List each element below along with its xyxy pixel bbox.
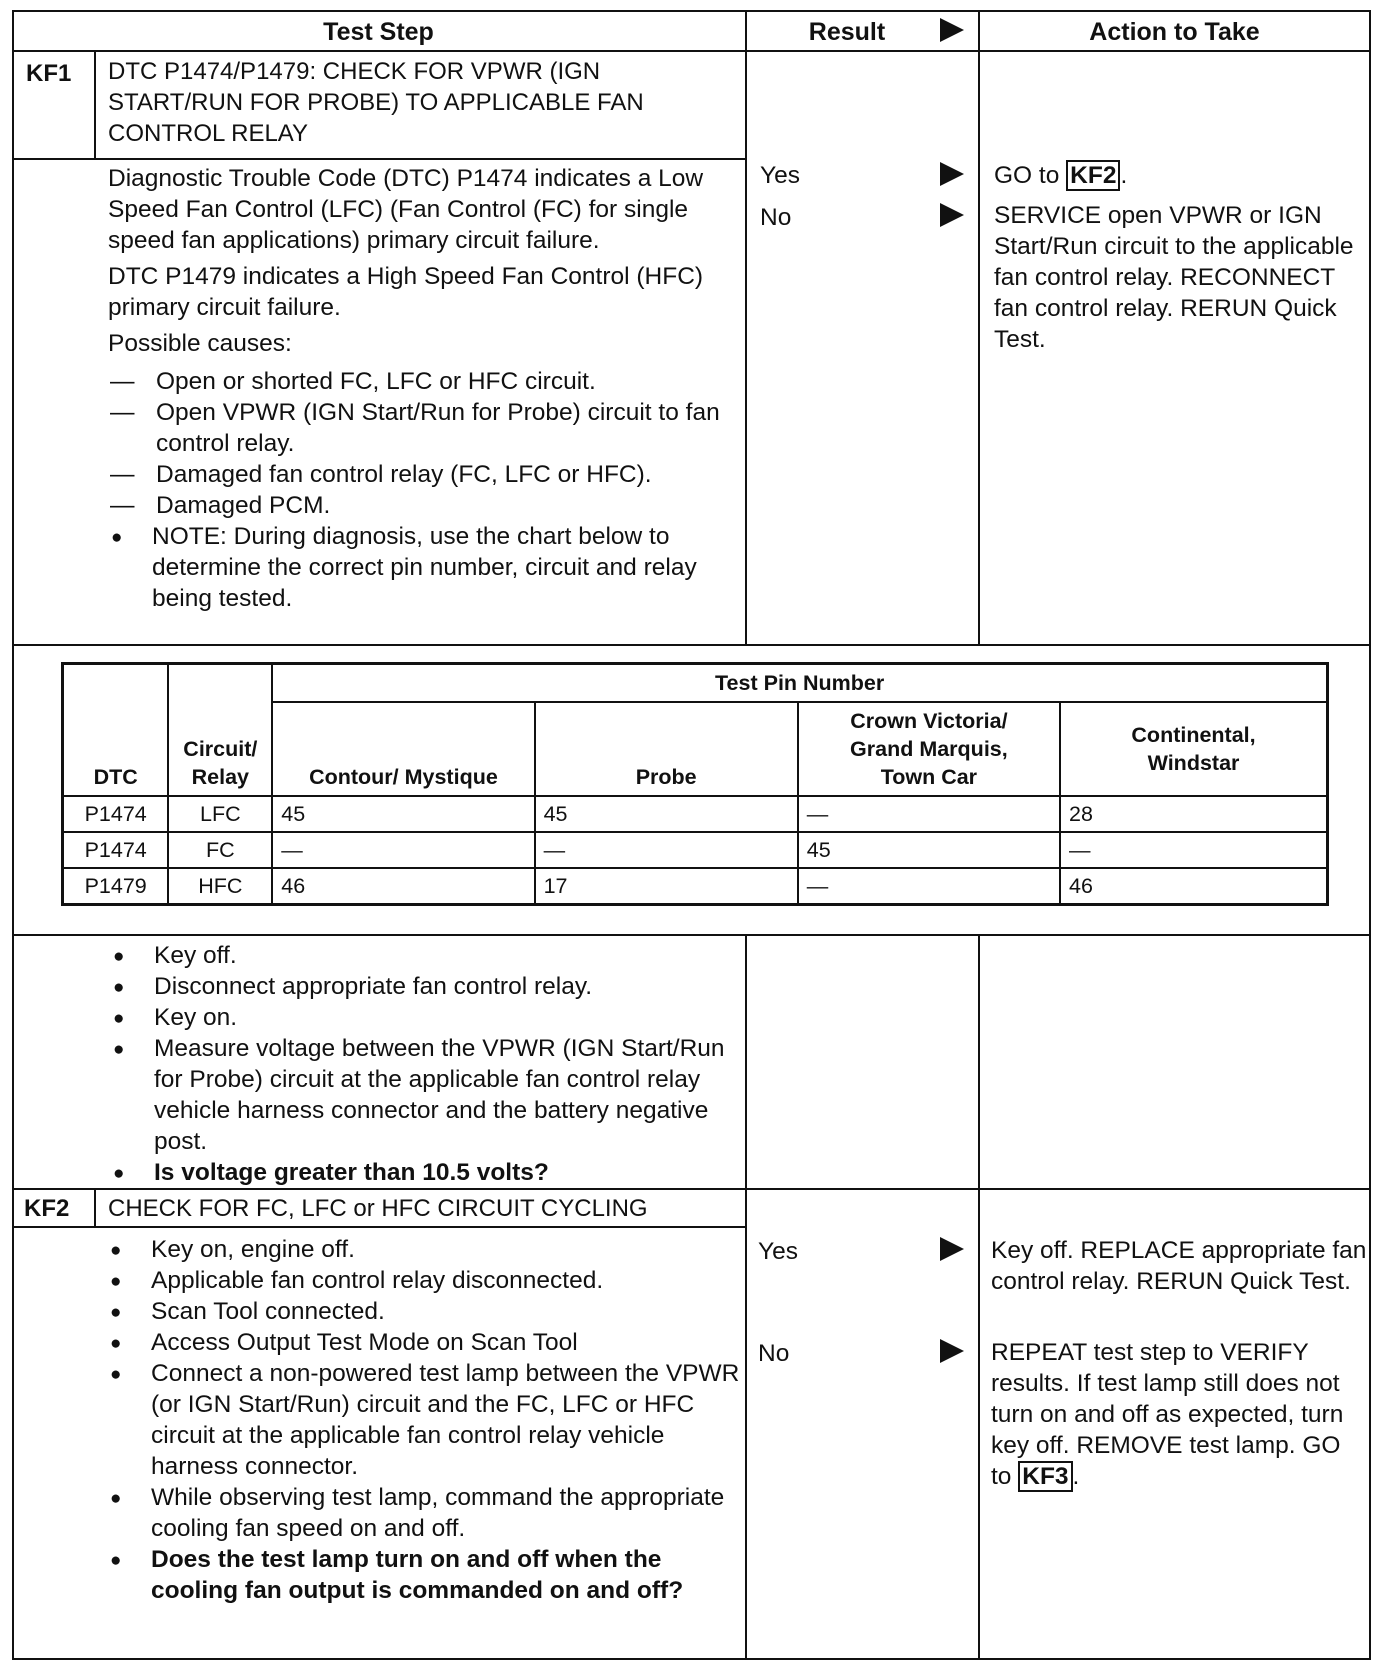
left-border bbox=[12, 10, 14, 1660]
kf2-title: CHECK FOR FC, LFC or HFC CIRCUIT CYCLING bbox=[108, 1195, 648, 1222]
kf2-yes: Yes bbox=[758, 1238, 798, 1265]
kf1-procedure bbox=[108, 940, 738, 1188]
kf2-no: No bbox=[758, 1340, 790, 1367]
group-header: Test Pin Number bbox=[272, 664, 1327, 703]
cell-circuit: FC bbox=[168, 832, 272, 868]
header-test-step: Test Step bbox=[323, 18, 434, 46]
col-circuit-l2: Relay bbox=[191, 765, 250, 789]
col-continental bbox=[1060, 702, 1327, 796]
kf1-body bbox=[108, 163, 738, 614]
kf2-title-divider bbox=[12, 1226, 746, 1228]
top-border bbox=[12, 10, 1371, 12]
col-crown-l1: Crown Victoria/ bbox=[850, 709, 1008, 733]
kf1-note-list bbox=[106, 521, 738, 614]
list-item: ● Applicable fan control relay disconnected. bbox=[105, 1265, 745, 1296]
col-cont-l1: Continental, bbox=[1131, 723, 1256, 747]
col-crown-l2: Grand Marquis, bbox=[850, 737, 1008, 761]
kf2-no-action bbox=[991, 1337, 1367, 1492]
list-item: ● Measure voltage between the VPWR (IGN Start/Run for Probe) circuit at the applicable fan control relay vehicle harness connector and the battery negative post. bbox=[108, 1033, 738, 1157]
kf1-yes-arrow-icon bbox=[940, 162, 964, 186]
result-col-line-2 bbox=[745, 934, 747, 1660]
kf2-no-action-suffix: . bbox=[1072, 1463, 1080, 1490]
list-item: ● Connect a non-powered test lamp between the VPWR (or IGN Start/Run) circuit and the FC, LFC or HFC circuit at the applicable fan control relay vehicle harness connector. bbox=[105, 1358, 745, 1482]
list-item: ● Access Output Test Mode on Scan Tool bbox=[105, 1327, 745, 1358]
kf1-step-id: KF1 bbox=[26, 60, 72, 87]
cell-dtc: P1474 bbox=[63, 832, 169, 868]
cell-probe: 17 bbox=[535, 868, 798, 905]
col-circuit-relay bbox=[168, 664, 272, 797]
list-item: ● Key on. bbox=[108, 1002, 738, 1033]
kf1-question: ● Is voltage greater than 10.5 volts? bbox=[108, 1157, 738, 1188]
list-item: ● Scan Tool connected. bbox=[105, 1296, 745, 1327]
kf2-yes-action: Key off. REPLACE appropriate fan control relay. RERUN Quick Test. bbox=[991, 1237, 1367, 1295]
kf1-yes: Yes bbox=[760, 162, 800, 189]
kf1-title-divider bbox=[12, 158, 746, 160]
right-border bbox=[1369, 10, 1371, 1660]
kf2-question: ● Does the test lamp turn on and off when the cooling fan output is commanded on and off? bbox=[105, 1544, 745, 1606]
kf1-chart-bottom bbox=[12, 934, 1371, 936]
action-col-line-2 bbox=[978, 934, 980, 1660]
cell-continental: 28 bbox=[1060, 796, 1327, 832]
diagnostic-page bbox=[12, 10, 1371, 1674]
col-contour: Contour/ Mystique bbox=[272, 702, 534, 796]
kf1-title: DTC P1474/P1479: CHECK FOR VPWR (IGN START/RUN FOR PROBE) TO APPLICABLE FAN CONTROL RELAY bbox=[108, 58, 644, 147]
list-item: ● Key on, engine off. bbox=[105, 1234, 745, 1265]
table-row bbox=[63, 796, 1328, 832]
kf2-no-action-text: REPEAT test step to VERIFY results. If test lamp still does not turn on and off as expected, turn key off. REMOVE test lamp. GO to bbox=[991, 1339, 1344, 1490]
action-col-line-1 bbox=[978, 10, 980, 646]
col-crown-l3: Town Car bbox=[880, 765, 978, 789]
kf1-chart-top bbox=[12, 644, 1371, 646]
cell-dtc: P1474 bbox=[63, 796, 169, 832]
list-item: ● Key off. bbox=[108, 940, 738, 971]
cell-probe: 45 bbox=[535, 796, 798, 832]
list-item: — Open or shorted FC, LFC or HFC circuit. bbox=[110, 366, 738, 397]
cell-continental: 46 bbox=[1060, 868, 1327, 905]
kf1-no-arrow-icon bbox=[940, 203, 964, 227]
kf2-top bbox=[12, 1188, 1371, 1190]
kf2-id-divider bbox=[94, 1188, 96, 1228]
table-row bbox=[63, 868, 1328, 905]
kf1-causes-heading: Possible causes: bbox=[108, 330, 292, 357]
kf1-para-p1479: DTC P1479 indicates a High Speed Fan Control (HFC) primary circuit failure. bbox=[108, 263, 704, 321]
list-item: — Damaged PCM. bbox=[110, 490, 738, 521]
table-row bbox=[63, 832, 1328, 868]
test-pin-table bbox=[61, 662, 1329, 906]
kf2-yes-arrow-icon bbox=[940, 1237, 964, 1261]
cell-circuit: LFC bbox=[168, 796, 272, 832]
cell-continental: — bbox=[1060, 832, 1327, 868]
cell-crown: — bbox=[798, 868, 1060, 905]
kf3-link[interactable]: KF3 bbox=[1018, 1461, 1072, 1492]
kf2-link[interactable]: KF2 bbox=[1066, 160, 1120, 191]
cell-contour: 46 bbox=[272, 868, 534, 905]
kf2-no-arrow-icon bbox=[940, 1339, 964, 1363]
cell-probe: — bbox=[535, 832, 798, 868]
list-item: — Open VPWR (IGN Start/Run for Probe) circuit to fan control relay. bbox=[110, 397, 738, 459]
cell-contour: 45 bbox=[272, 796, 534, 832]
header-arrow-icon bbox=[940, 18, 964, 42]
result-col-line-1 bbox=[745, 10, 747, 646]
kf1-id-divider bbox=[94, 50, 96, 160]
kf1-note: ● NOTE: During diagnosis, use the chart below to determine the correct pin number, circuit and relay being tested. bbox=[106, 521, 738, 614]
list-item: ● While observing test lamp, command the appropriate cooling fan speed on and off. bbox=[105, 1482, 745, 1544]
bottom-border bbox=[12, 1658, 1371, 1660]
cell-dtc: P1479 bbox=[63, 868, 169, 905]
cell-contour: — bbox=[272, 832, 534, 868]
col-circuit-l1: Circuit/ bbox=[183, 737, 258, 761]
header-divider bbox=[12, 50, 1371, 52]
cell-crown: 45 bbox=[798, 832, 1060, 868]
kf1-para-p1474: Diagnostic Trouble Code (DTC) P1474 indicates a Low Speed Fan Control (LFC) (Fan Control (FC) for single speed fan applications) primary circuit failure. bbox=[108, 165, 704, 254]
cell-crown: — bbox=[798, 796, 1060, 832]
kf2-step-id: KF2 bbox=[24, 1195, 70, 1222]
cell-circuit: HFC bbox=[168, 868, 272, 905]
kf1-yes-action bbox=[994, 160, 1364, 191]
header-result: Result bbox=[808, 18, 886, 46]
header-action: Action to Take bbox=[1089, 18, 1260, 46]
kf2-steps-list bbox=[105, 1234, 745, 1606]
kf1-causes-list bbox=[110, 366, 738, 521]
col-cont-l2: Windstar bbox=[1147, 751, 1240, 775]
kf1-steps-list bbox=[108, 940, 738, 1188]
kf1-yes-action-text: GO to bbox=[994, 162, 1067, 189]
col-crown bbox=[798, 702, 1060, 796]
kf1-yes-action-suffix: . bbox=[1120, 162, 1128, 189]
kf1-no-action: SERVICE open VPWR or IGN Start/Run circuit to the applicable fan control relay. RECONNECT fan control relay. RERUN Quick Test. bbox=[994, 202, 1354, 353]
list-item: — Damaged fan control relay (FC, LFC or HFC). bbox=[110, 459, 738, 490]
col-dtc: DTC bbox=[63, 664, 169, 797]
list-item: ● Disconnect appropriate fan control relay. bbox=[108, 971, 738, 1002]
kf1-no: No bbox=[760, 204, 792, 231]
kf2-procedure bbox=[105, 1234, 745, 1606]
col-probe: Probe bbox=[535, 702, 798, 796]
